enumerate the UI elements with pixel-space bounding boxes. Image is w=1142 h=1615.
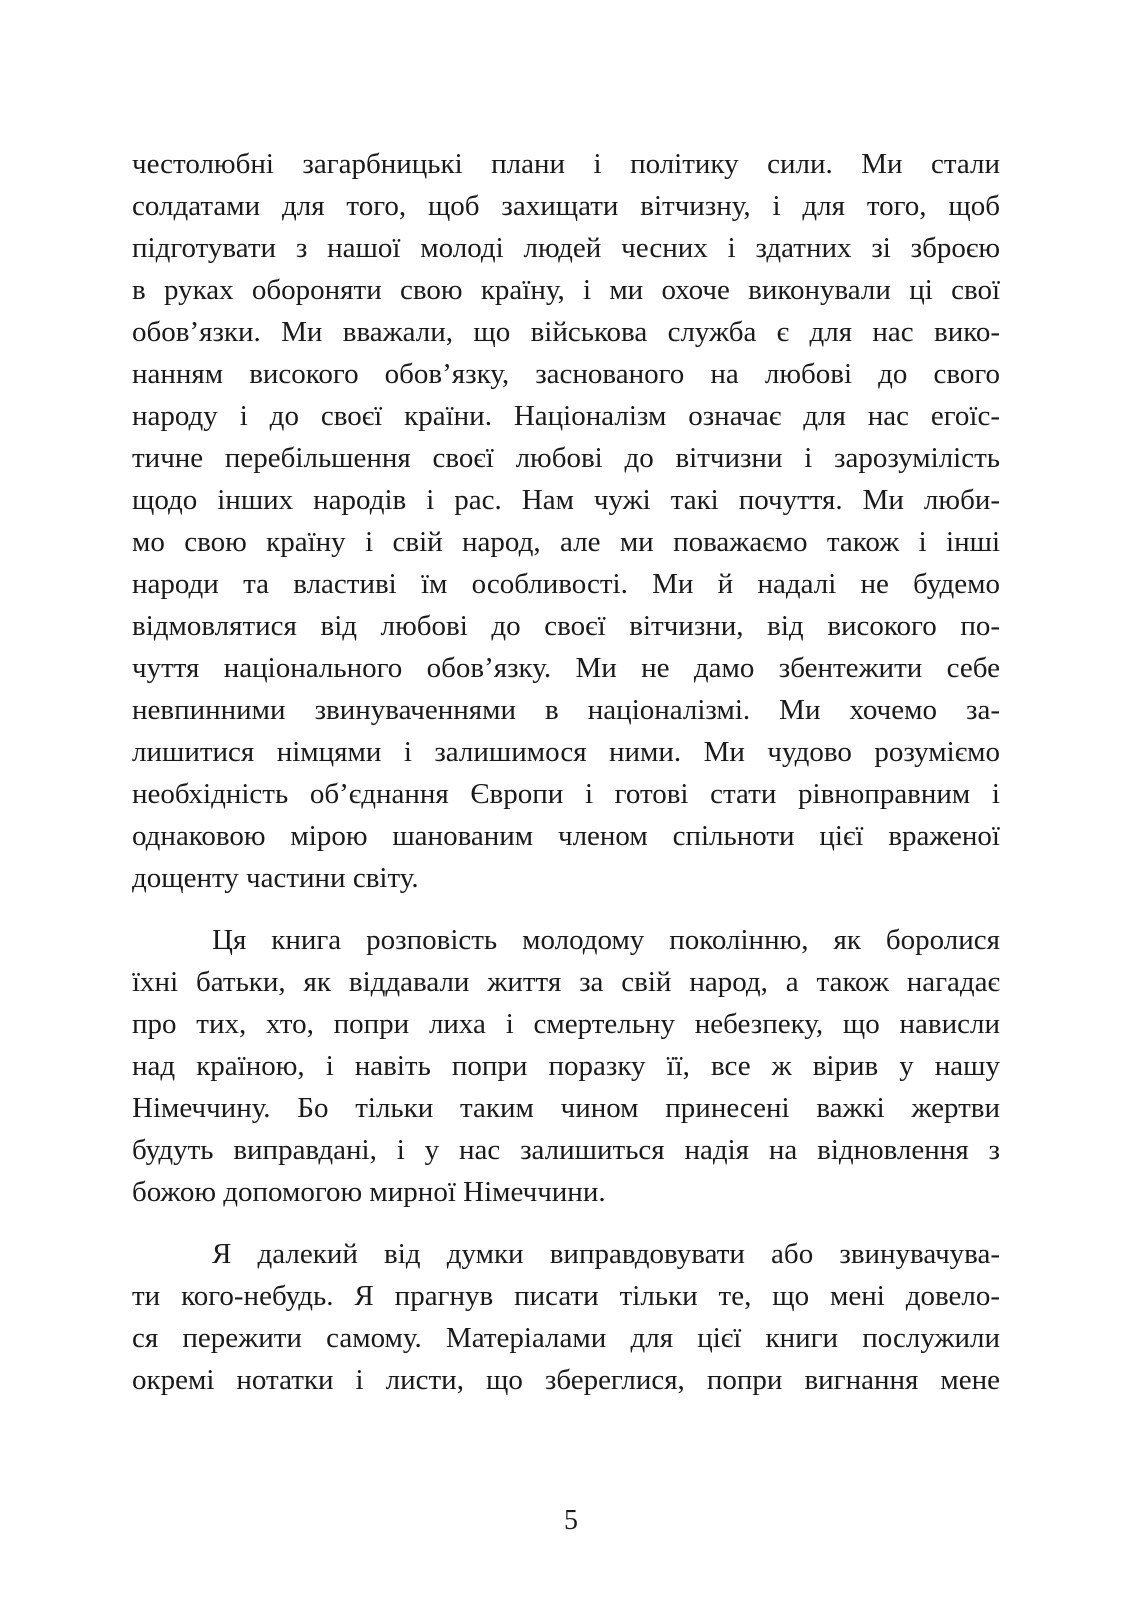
text-line: окремі нотатки і листи, що збереглися, попри вигнання мене bbox=[132, 1364, 1000, 1396]
text-line: щодо інших народів і рас. Нам чужі такі почуття. Ми люби- bbox=[132, 484, 1000, 516]
text-line: мо свою країну і свій народ, але ми поважаємо також і інші bbox=[132, 526, 1000, 558]
text-line: Німеччину. Бо тільки таким чином принесені важкі жертви bbox=[132, 1092, 1000, 1124]
text-line: чуття національного обов’язку. Ми не дамо збентежити себе bbox=[132, 652, 1000, 684]
text-line: честолюбні загарбницькі плани і політику сили. Ми стали bbox=[132, 148, 1000, 180]
text-line: ся пережити самому. Матеріалами для цієї книги послужили bbox=[132, 1322, 1000, 1354]
paragraph-1 bbox=[132, 143, 1000, 899]
text-line: Ця книга розповість молодому поколінню, як боролися bbox=[212, 924, 1000, 956]
page-number: 5 bbox=[564, 1505, 578, 1536]
text-line: дощенту частини світу. bbox=[132, 862, 419, 894]
text-line: божою допомогою мирної Німеччини. bbox=[132, 1176, 606, 1208]
paragraph-spacer bbox=[132, 899, 1000, 919]
text-line: відмовлятися від любові до своєї вітчизни, від високого по- bbox=[132, 610, 1000, 642]
text-line: про тих, хто, попри лиха і смертельну небезпеку, що нависли bbox=[132, 1008, 1000, 1040]
text-line: будуть виправдані, і у нас залишиться надія на відновлення з bbox=[132, 1134, 1000, 1166]
text-line: в руках обороняти свою країну, і ми охоче виконували ці свої bbox=[132, 274, 1000, 306]
text-line: ти кого-небудь. Я прагнув писати тільки те, що мені довело- bbox=[132, 1280, 1000, 1312]
paragraph-3 bbox=[132, 1233, 1000, 1401]
text-line: Я далекий від думки виправдовувати або звинувачува- bbox=[212, 1238, 1000, 1270]
text-line: необхідність об’єднання Європи і готові стати рівноправним і bbox=[132, 778, 1000, 810]
text-line: солдатами для того, щоб захищати вітчизну, і для того, щоб bbox=[132, 190, 1000, 222]
text-line: народу і до своєї країни. Націоналізм означає для нас егоїс- bbox=[132, 400, 1000, 432]
text-line: невпинними звинуваченнями в націоналізмі. Ми хочемо за- bbox=[132, 694, 1000, 726]
text-line: обов’язки. Ми вважали, що військова служба є для нас вико- bbox=[132, 316, 1000, 348]
text-line: їхні батьки, як віддавали життя за свій народ, а також нагадає bbox=[132, 966, 1000, 998]
text-line: народи та властиві їм особливості. Ми й надалі не будемо bbox=[132, 568, 1000, 600]
body-text bbox=[132, 143, 1000, 1401]
text-line: нанням високого обов’язку, заснованого на любові до свого bbox=[132, 358, 1000, 390]
text-line: тичне перебільшення своєї любові до вітчизни і зарозумілість bbox=[132, 442, 1000, 474]
text-line: над країною, і навіть попри поразку її, все ж вірив у нашу bbox=[132, 1050, 1000, 1082]
text-line: лишитися німцями і залишимося ними. Ми чудово розуміємо bbox=[132, 736, 1000, 768]
text-line: однаковою мірою шанованим членом спільноти цієї враженої bbox=[132, 820, 1000, 852]
text-line: підготувати з нашої молоді людей чесних і здатних зі зброєю bbox=[132, 232, 1000, 264]
paragraph-spacer bbox=[132, 1213, 1000, 1233]
paragraph-2 bbox=[132, 919, 1000, 1213]
